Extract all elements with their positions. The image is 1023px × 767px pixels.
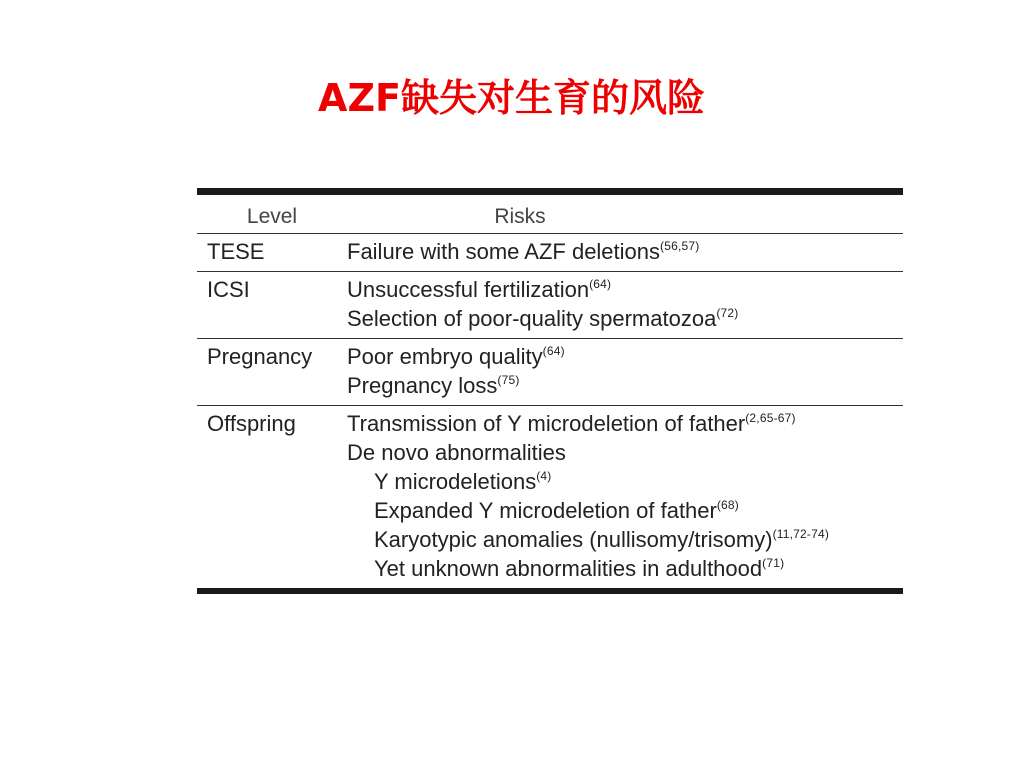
risks-cell (347, 272, 903, 339)
risks-cell (347, 234, 903, 272)
risk-reference: (56,57) (660, 239, 700, 253)
table-row-icsi (197, 272, 903, 339)
risk-item (347, 304, 903, 333)
risk-reference: (72) (716, 306, 739, 320)
risk-table-container (197, 188, 903, 594)
risk-reference: (4) (536, 469, 552, 483)
risk-subitem (347, 496, 903, 525)
risk-text: De novo abnormalities (347, 440, 566, 465)
risk-text: Failure with some AZF deletions (347, 239, 661, 264)
risk-item (347, 237, 903, 266)
risk-text: Y microdeletions (374, 469, 537, 494)
risk-text: Pregnancy loss (347, 373, 498, 398)
risk-item (347, 275, 903, 304)
risk-text: Unsuccessful fertilization (347, 277, 590, 302)
risk-reference: (11,72-74) (772, 527, 830, 541)
risk-subitem (347, 467, 903, 496)
risk-subitem (347, 525, 903, 554)
header-level: Level (197, 195, 347, 234)
risk-item (347, 342, 903, 371)
risk-reference: (64) (589, 277, 612, 291)
slide-title: AZF缺失对生育的风险 (318, 76, 705, 120)
level-cell: Offspring (197, 406, 347, 589)
level-cell: Pregnancy (197, 339, 347, 406)
risk-subitem (347, 554, 903, 583)
risk-text: Yet unknown abnormalities in adulthood (374, 556, 763, 581)
risk-reference: (71) (762, 556, 785, 570)
risk-table (197, 195, 903, 588)
risk-reference: (64) (542, 344, 565, 358)
risk-text: Karyotypic anomalies (nullisomy/trisomy) (374, 527, 773, 552)
risks-cell (347, 339, 903, 406)
risk-reference: (68) (716, 498, 739, 512)
level-cell: TESE (207, 239, 265, 264)
risk-text: Poor embryo quality (347, 344, 543, 369)
table-header-row (197, 195, 903, 234)
table-row-pregnancy (197, 339, 903, 406)
risk-item (347, 371, 903, 400)
risk-text: Expanded Y microdeletion of father (374, 498, 717, 523)
risk-reference: (2,65-67) (745, 411, 796, 425)
risk-reference: (75) (497, 373, 520, 387)
risk-item (347, 438, 903, 467)
level-cell: ICSI (197, 272, 347, 339)
risk-item (347, 409, 903, 438)
header-risks: Risks (347, 195, 903, 234)
table-row-offspring (197, 406, 903, 589)
table-row-tese (197, 234, 903, 272)
risk-text: Selection of poor-quality spermatozoa (347, 306, 717, 331)
risk-text: Transmission of Y microdeletion of father (347, 411, 746, 436)
risks-cell (347, 406, 903, 589)
